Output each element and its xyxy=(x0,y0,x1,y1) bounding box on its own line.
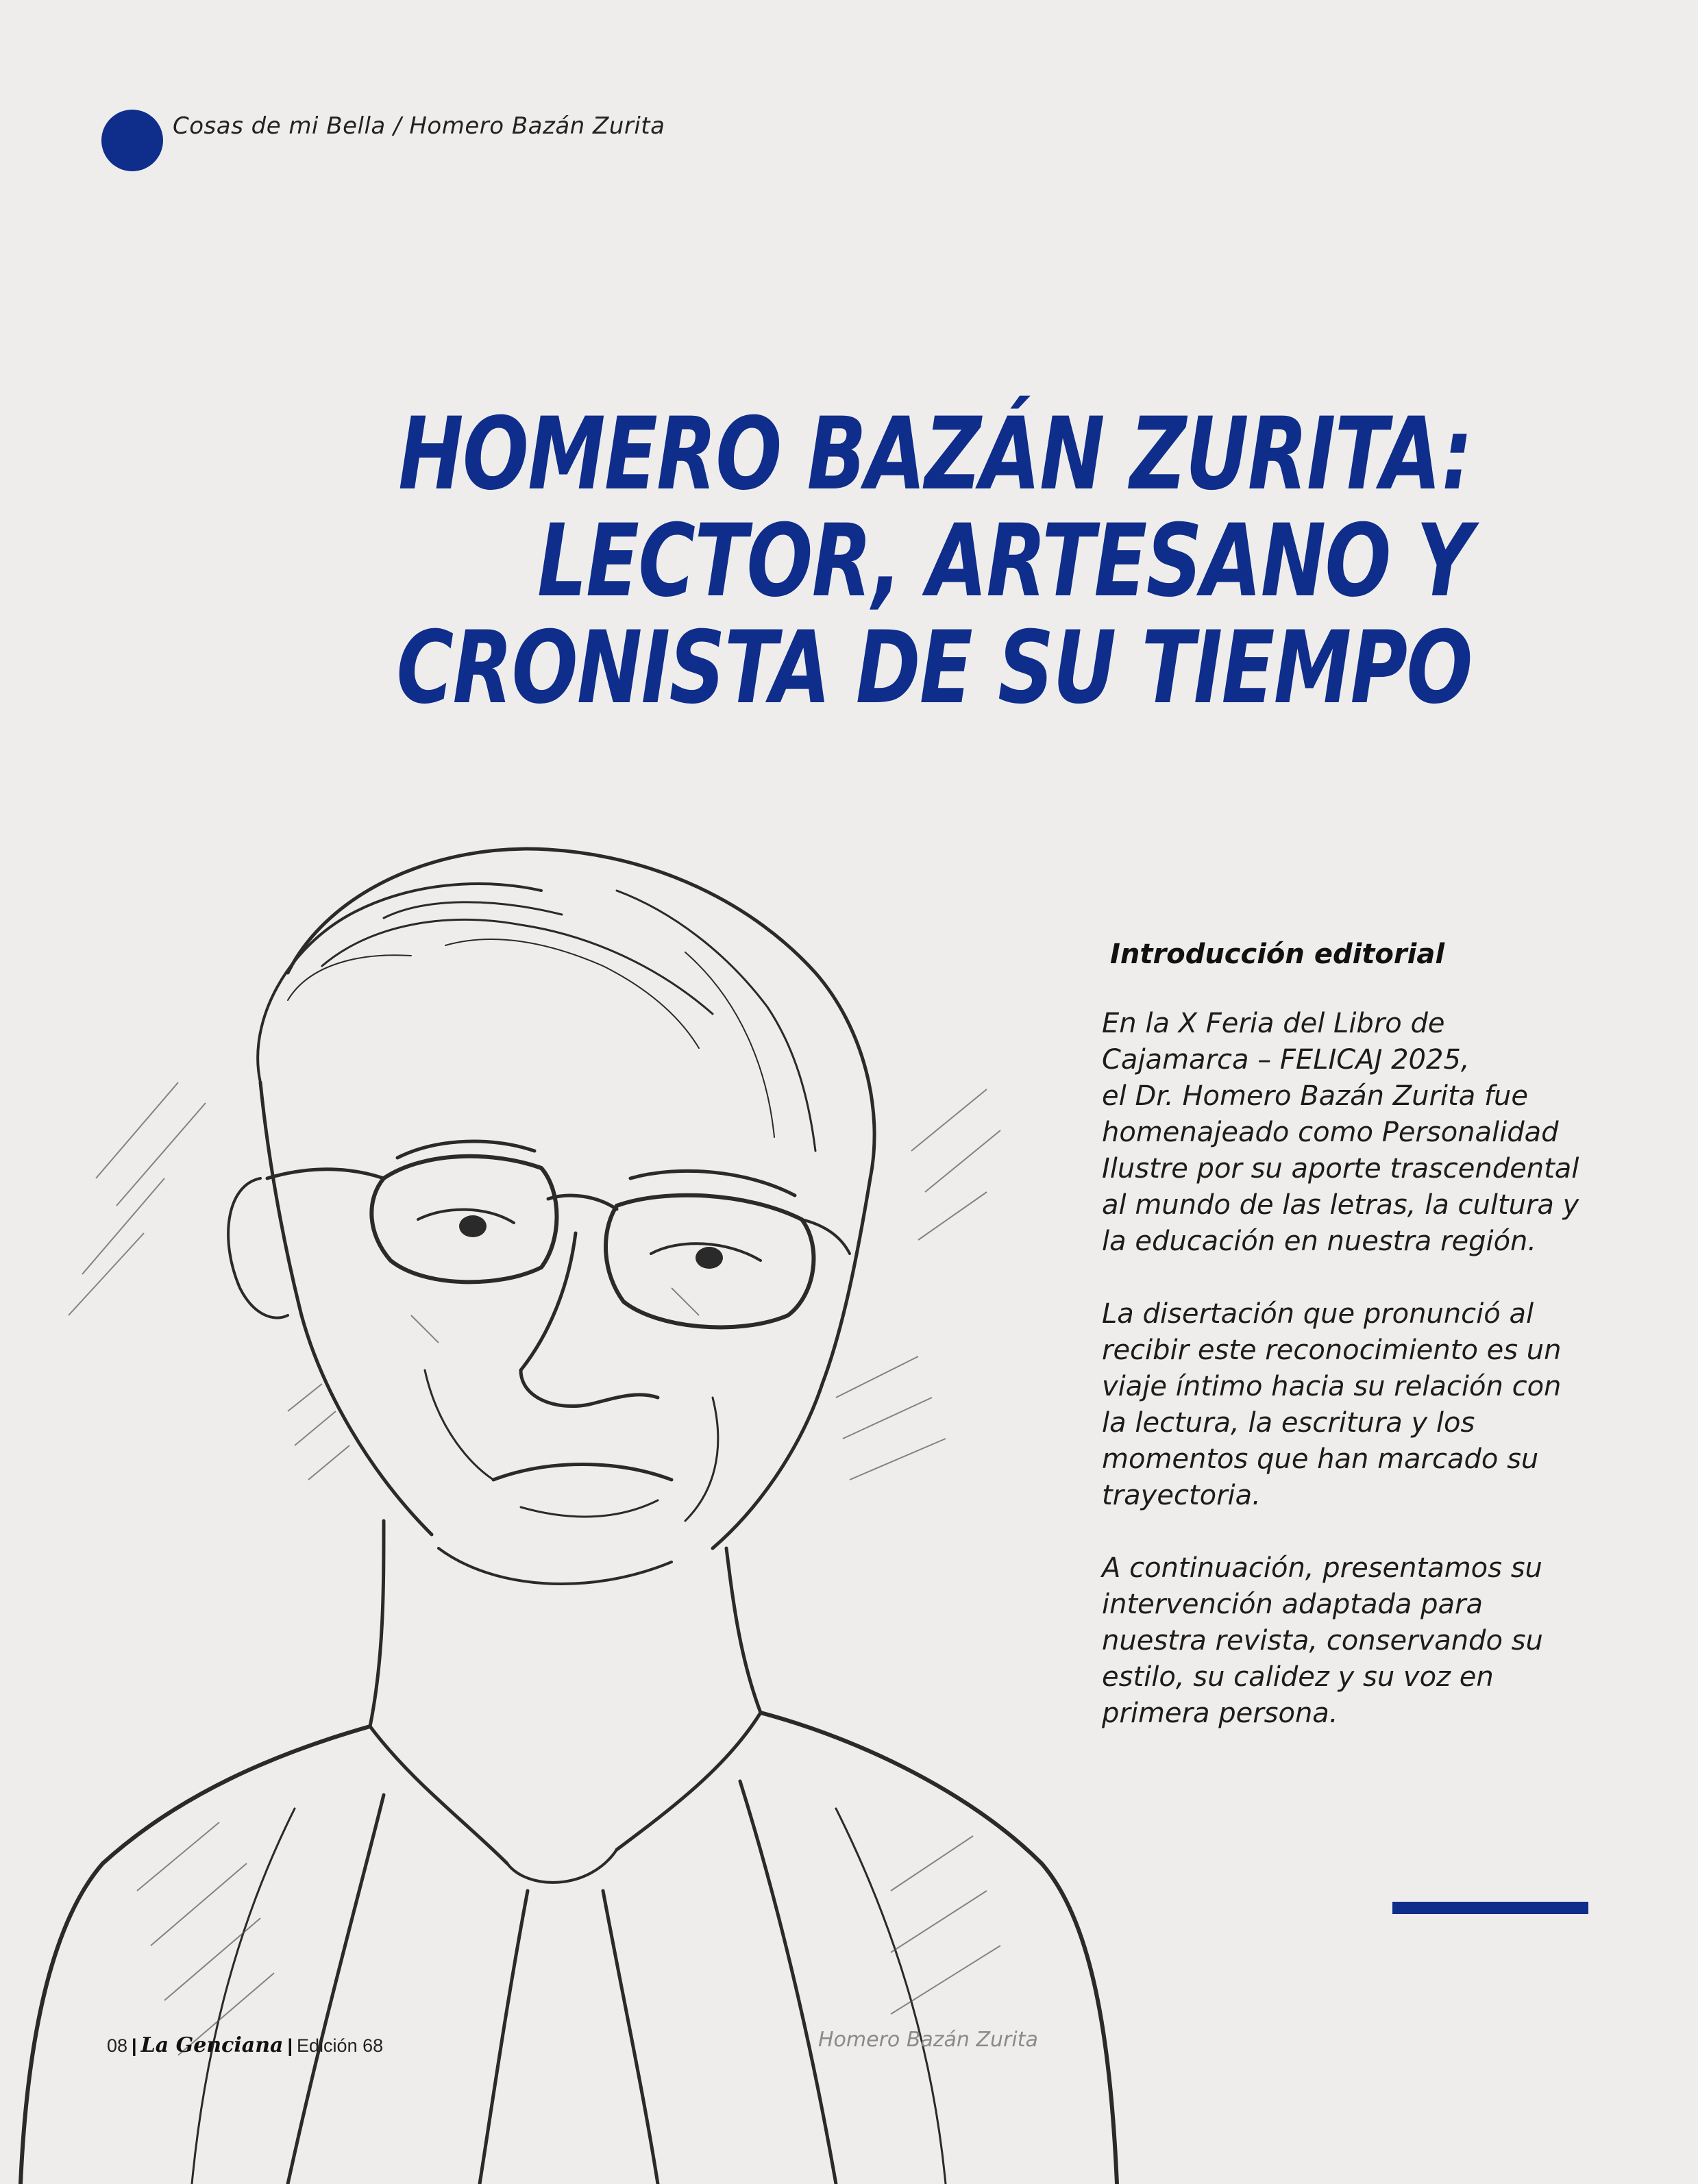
headline-line-2: LECTOR, ARTESANO Y xyxy=(537,503,1472,619)
headline-line-3: CRONISTA DE SU TIEMPO xyxy=(396,610,1472,726)
portrait-sketch xyxy=(0,795,1124,2184)
headline-line-1: HOMERO BAZÁN ZURITA: xyxy=(398,396,1472,512)
accent-bar xyxy=(1392,1902,1588,1914)
section-label: Cosas de mi Bella / Homero Bazán Zurita xyxy=(173,112,665,140)
intro-paragraph-3: A continuación, presentamos su intervención adaptada para nuestra revista, conservando su estilo, su calidez y su voz en primera persona. xyxy=(1102,1552,1543,1729)
intro-paragraph-2: La disertación que pronunció al recibir este reconocimiento es un viaje íntimo hacia su relación con la lectura, la escritura y los momentos que han marcado su trayectoria. xyxy=(1102,1298,1562,1511)
edition-label: Edición 68 xyxy=(297,2035,384,2056)
intro-paragraph-1: En la X Feria del Libro de Cajamarca – FELICAJ 2025, el Dr. Homero Bazán Zurita fue homenajeado como Personalidad Ilustre por su aporte trascendental al mundo de las letras, la cultura y la educación en nuestra región. xyxy=(1102,1008,1579,1257)
editorial-introduction xyxy=(1102,939,1595,1768)
footer-separator: | xyxy=(132,2035,137,2056)
page-number: 08 xyxy=(107,2035,128,2056)
portrait-caption: Homero Bazán Zurita xyxy=(818,2028,1038,2052)
footer-separator: | xyxy=(287,2035,293,2056)
intro-title: Introducción editorial xyxy=(1110,939,1445,970)
section-marker-dot xyxy=(101,110,163,171)
article-headline xyxy=(396,396,1472,726)
magazine-name: La Genciana xyxy=(140,2033,284,2057)
page-footer xyxy=(107,2033,383,2057)
